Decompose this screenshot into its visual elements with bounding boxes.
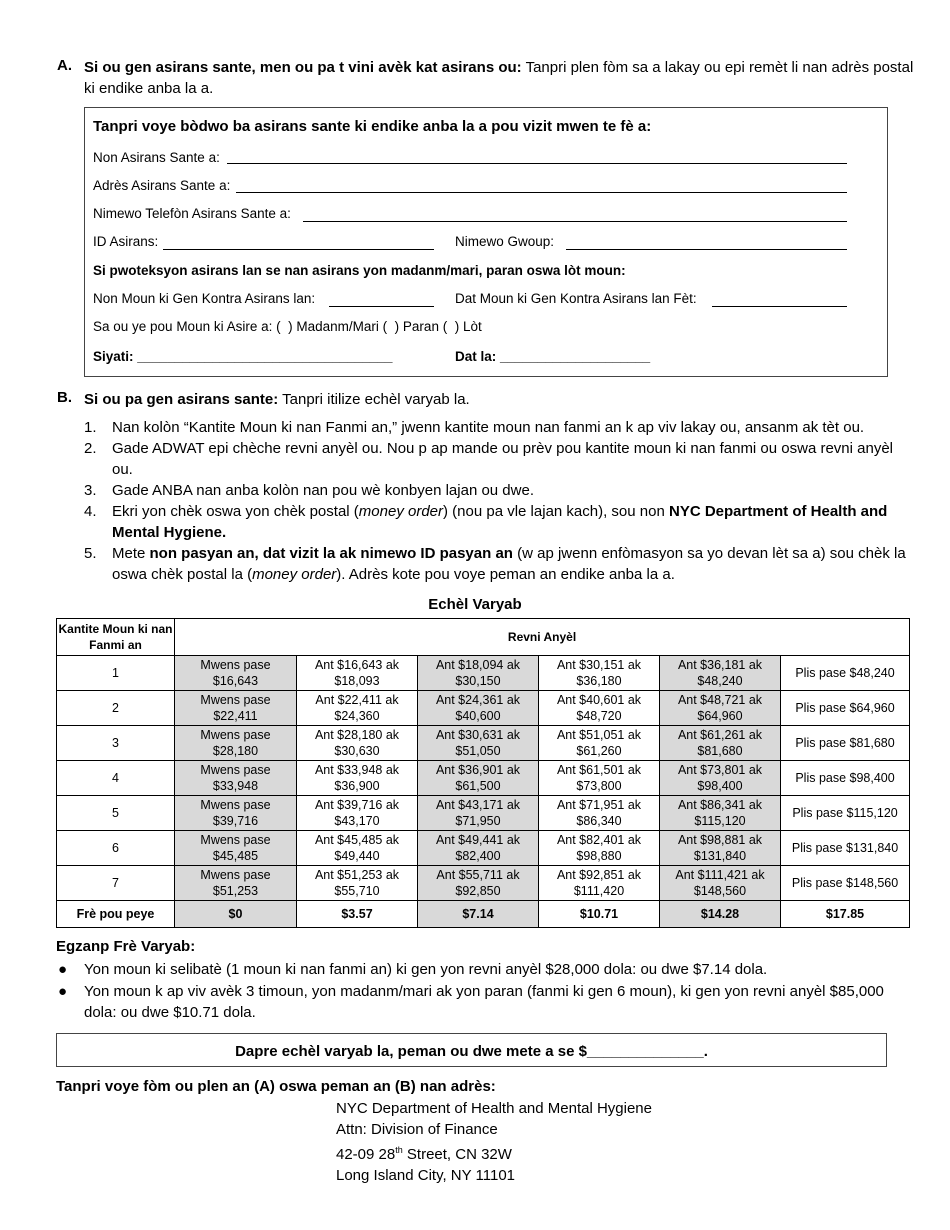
- income-range-line: Ant $45,485 ak: [314, 833, 400, 847]
- income-range-line: Ant $73,801 ak: [677, 763, 763, 777]
- step-number: 1.: [84, 419, 97, 436]
- income-range-line: $36,900: [334, 779, 380, 793]
- relationship-row: [93, 319, 482, 334]
- address-line-2: Attn: Division of Finance: [336, 1121, 498, 1138]
- address-line-3: 42-09 28th Street, CN 32W: [336, 1145, 512, 1163]
- mailing-address: [336, 1098, 652, 1186]
- section-b-letter: B.: [57, 389, 72, 406]
- family-size-cell: 4: [57, 761, 175, 796]
- policy-holder-name-label: Non Moun ki Gen Kontra Asirans lan:: [93, 291, 316, 306]
- income-range-line: Ant $48,721 ak: [677, 693, 763, 707]
- insurance-phone-label: Nimewo Telefòn Asirans Sante a:: [93, 206, 291, 221]
- income-range-cell: [175, 796, 297, 831]
- policy-holder-name-field[interactable]: [329, 306, 434, 307]
- income-range-cell: [418, 796, 539, 831]
- table-row: [57, 831, 910, 866]
- examples-list: [56, 959, 916, 1024]
- fee-cell: $14.28: [660, 901, 781, 928]
- income-range-cell: [660, 726, 781, 761]
- group-number-field[interactable]: [566, 249, 847, 250]
- income-range-line: $39,716: [212, 814, 259, 828]
- payment-amount-box[interactable]: [56, 1033, 887, 1067]
- income-range-cell: [418, 691, 539, 726]
- income-range-line: $24,360: [334, 709, 380, 723]
- income-range-cell: [781, 831, 910, 866]
- income-range-line: $131,840: [693, 849, 747, 863]
- income-range-cell: [297, 796, 418, 831]
- income-range-line: $48,240: [697, 674, 743, 688]
- insurance-address-field[interactable]: [236, 192, 847, 193]
- income-range-line: Ant $24,361 ak: [435, 693, 521, 707]
- header-family-size: Kantite Moun ki nan Fanmi an: [57, 619, 175, 656]
- income-range-line: $48,720: [576, 709, 622, 723]
- income-range-cell: [297, 866, 418, 901]
- step-text: Ekri yon chèk oswa yon chèk postal (money order) (nou pa vle lajan kach), sou non NYC Department of Health and Mental Hygiene.: [112, 503, 888, 541]
- step-item: [84, 417, 914, 438]
- step-number: 2.: [84, 440, 97, 457]
- option-spouse[interactable]: ( ) Madanm/Mari: [276, 319, 379, 334]
- income-range-line: Mwens pase: [200, 833, 271, 847]
- income-range-line: Ant $49,441 ak: [435, 833, 521, 847]
- table-row: [57, 796, 910, 831]
- family-size-cell: 3: [57, 726, 175, 761]
- income-range-line: Ant $36,181 ak: [677, 658, 763, 672]
- income-range-cell: [539, 831, 660, 866]
- income-range-cell: [175, 831, 297, 866]
- income-range-cell: [418, 726, 539, 761]
- income-range-line: $98,880: [576, 849, 622, 863]
- policy-holder-dob-label: Dat Moun ki Gen Kontra Asirans lan Fèt:: [455, 291, 697, 306]
- option-other[interactable]: ( ) Lòt: [442, 319, 482, 334]
- section-a-heading-rest: Tanpri plen fòm sa a lakay ou epi remèt li nan adrès postal ki endike anba la a.: [84, 59, 914, 97]
- income-range-line: Ant $18,094 ak: [435, 658, 521, 672]
- insurance-form-box: [84, 107, 888, 377]
- income-range-line: Ant $55,711 ak: [436, 868, 520, 882]
- income-range-line: Plis pase $131,840: [791, 841, 899, 855]
- step-number: 3.: [84, 482, 97, 499]
- group-number-label: Nimewo Gwoup:: [455, 234, 555, 249]
- income-range-cell: [539, 656, 660, 691]
- income-range-cell: [539, 796, 660, 831]
- income-range-line: $16,643: [212, 674, 259, 688]
- family-size-cell: 2: [57, 691, 175, 726]
- family-size-cell: 7: [57, 866, 175, 901]
- income-range-line: $36,180: [576, 674, 622, 688]
- income-range-cell: [175, 866, 297, 901]
- income-range-line: $148,560: [693, 884, 747, 898]
- header-annual-income: Revni Anyèl: [175, 619, 910, 656]
- section-a-heading: [84, 57, 914, 99]
- income-range-cell: [418, 831, 539, 866]
- fee-cell: $3.57: [297, 901, 418, 928]
- income-range-line: Ant $86,341 ak: [677, 798, 763, 812]
- income-range-line: Mwens pase: [200, 798, 271, 812]
- fee-cell: $17.85: [781, 901, 910, 928]
- income-range-line: $30,150: [455, 674, 501, 688]
- income-range-line: Ant $61,501 ak: [556, 763, 642, 777]
- income-range-line: $33,948: [212, 779, 259, 793]
- income-range-line: $30,630: [334, 744, 380, 758]
- income-range-cell: [781, 761, 910, 796]
- income-range-cell: [297, 656, 418, 691]
- examples-heading: Egzanp Frè Varyab:: [56, 938, 196, 955]
- step-item: [84, 438, 914, 480]
- fee-cell: $0: [175, 901, 297, 928]
- income-range-cell: [297, 726, 418, 761]
- address-line-1: NYC Department of Health and Mental Hygiene: [336, 1100, 652, 1117]
- option-spouse-label: Madanm/Mari: [296, 319, 379, 334]
- income-range-line: Ant $40,601 ak: [556, 693, 642, 707]
- income-range-line: Ant $30,631 ak: [435, 728, 521, 742]
- income-range-cell: [781, 691, 910, 726]
- income-range-line: Mwens pase: [200, 658, 271, 672]
- income-range-cell: [175, 761, 297, 796]
- income-range-line: Ant $28,180 ak: [314, 728, 400, 742]
- income-range-line: $45,485: [212, 849, 259, 863]
- income-range-line: $28,180: [212, 744, 259, 758]
- payment-amount-text: Dapre echèl varyab la, peman ou dwe mete a se $______________.: [235, 1043, 708, 1060]
- income-range-cell: [297, 831, 418, 866]
- income-range-line: Ant $61,261 ak: [677, 728, 763, 742]
- table-row: [57, 726, 910, 761]
- table-row: [57, 656, 910, 691]
- income-range-line: Ant $30,151 ak: [556, 658, 642, 672]
- step-text: Mete non pasyan an, dat vizit la ak nimewo ID pasyan an (w ap jwenn enfòmasyon sa yo devan lèt sa a) sou chèk la oswa chèk postal la (money order). Adrès kote pou voye peman an endike anba la a.: [112, 545, 906, 583]
- income-range-cell: [539, 866, 660, 901]
- family-size-cell: 1: [57, 656, 175, 691]
- income-range-line: Mwens pase: [200, 868, 271, 882]
- income-range-cell: [297, 691, 418, 726]
- mail-heading: Tanpri voye fòm ou plen an (A) oswa peman an (B) nan adrès:: [56, 1078, 496, 1095]
- income-range-line: $22,411: [213, 709, 258, 723]
- income-range-cell: [418, 656, 539, 691]
- income-range-cell: [539, 726, 660, 761]
- step-text: Nan kolòn “Kantite Moun ki nan Fanmi an,” jwenn kantite moun nan fanmi an k ap viv lakay ou, ansanm ak tèt ou.: [112, 419, 865, 436]
- insurance-id-field[interactable]: [163, 249, 434, 250]
- signature-row: [93, 349, 393, 364]
- income-range-line: Ant $51,051 ak: [556, 728, 642, 742]
- step-number: 4.: [84, 503, 97, 520]
- family-size-cell: 6: [57, 831, 175, 866]
- insurance-phone-field[interactable]: [303, 221, 847, 222]
- income-range-cell: [781, 656, 910, 691]
- income-range-cell: [297, 761, 418, 796]
- income-range-line: $81,680: [697, 744, 743, 758]
- relationship-label: Sa ou ye pou Moun ki Asire a:: [93, 319, 273, 334]
- income-range-line: $40,600: [455, 709, 501, 723]
- income-range-line: $49,440: [334, 849, 380, 863]
- section-a-letter: A.: [57, 57, 72, 74]
- income-range-line: $64,960: [697, 709, 743, 723]
- step-number: 5.: [84, 545, 97, 562]
- income-range-cell: [418, 866, 539, 901]
- insurance-name-field[interactable]: [227, 163, 847, 164]
- section-b-heading-rest: Tanpri itilize echèl varyab la.: [282, 391, 470, 408]
- family-size-cell: 5: [57, 796, 175, 831]
- signature-label: Siyati:: [93, 349, 134, 364]
- example-text: Yon moun k ap viv avèk 3 timoun, yon madanm/mari ak yon paran (fanmi ki gen 6 moun), ki gen yon revni anyèl $85,000 dola: ou dwe $10.71 dola.: [84, 983, 884, 1021]
- sliding-scale-table: [56, 618, 910, 928]
- bullet-icon: ●: [58, 961, 68, 978]
- income-range-cell: [175, 656, 297, 691]
- income-range-line: $51,050: [455, 744, 501, 758]
- income-range-line: Ant $92,851 ak: [556, 868, 642, 882]
- income-range-cell: [660, 691, 781, 726]
- insurance-box-title: Tanpri voye bòdwo ba asirans sante ki endike anba la a pou vizit mwen te fè a:: [93, 118, 652, 135]
- step-text: Gade ANBA nan anba kolòn nan pou wè konbyen lajan ou dwe.: [112, 482, 534, 499]
- income-range-line: Ant $33,948 ak: [314, 763, 400, 777]
- example-item: [56, 959, 916, 980]
- income-range-cell: [660, 831, 781, 866]
- income-range-cell: [418, 761, 539, 796]
- income-range-line: Mwens pase: [200, 763, 271, 777]
- income-range-line: $73,800: [576, 779, 622, 793]
- signature-field[interactable]: __________________________________: [137, 349, 393, 364]
- step-item: [84, 543, 914, 585]
- fee-cell: $10.71: [539, 901, 660, 928]
- income-range-line: Plis pase $115,120: [792, 806, 898, 820]
- income-range-line: Plis pase $98,400: [795, 771, 895, 785]
- bullet-icon: ●: [58, 983, 68, 1000]
- income-range-line: Ant $98,881 ak: [677, 833, 763, 847]
- income-range-line: Plis pase $48,240: [795, 666, 895, 680]
- income-range-cell: [175, 691, 297, 726]
- income-range-line: Ant $111,421 ak: [675, 868, 765, 882]
- fees-row: [57, 901, 910, 928]
- income-range-line: Ant $39,716 ak: [314, 798, 400, 812]
- date-row: [455, 349, 650, 364]
- income-range-line: $111,420: [573, 884, 625, 898]
- date-label: Dat la:: [455, 349, 497, 364]
- income-range-line: Ant $71,951 ak: [556, 798, 642, 812]
- table-title: Echèl Varyab: [428, 596, 522, 613]
- income-range-cell: [781, 866, 910, 901]
- section-a-heading-bold: Si ou gen asirans sante, men ou pa t vini avèk kat asirans ou:: [84, 59, 522, 76]
- income-range-line: Mwens pase: [200, 693, 271, 707]
- income-range-cell: [660, 796, 781, 831]
- income-range-line: $55,710: [334, 884, 380, 898]
- option-other-label: Lòt: [462, 319, 482, 334]
- example-text: Yon moun ki selibatè (1 moun ki nan fanmi an) ki gen yon revni anyèl $28,000 dola: ou dwe $7.14 dola.: [84, 961, 768, 978]
- income-range-line: Ant $43,171 ak: [435, 798, 521, 812]
- step-item: [84, 480, 914, 501]
- section-b-heading: [84, 389, 914, 410]
- date-field[interactable]: ____________________: [500, 349, 651, 364]
- income-range-line: Ant $22,411 ak: [315, 693, 399, 707]
- step-item: [84, 501, 914, 543]
- example-item: [56, 981, 916, 1023]
- insurance-address-label: Adrès Asirans Sante a:: [93, 178, 231, 193]
- income-range-cell: [660, 656, 781, 691]
- section-b-heading-bold: Si ou pa gen asirans sante:: [84, 391, 279, 408]
- income-range-line: $71,950: [455, 814, 501, 828]
- option-parent[interactable]: ( ) Paran: [382, 319, 439, 334]
- address-line-4: Long Island City, NY 11101: [336, 1167, 516, 1184]
- income-range-cell: [660, 761, 781, 796]
- income-range-cell: [539, 691, 660, 726]
- income-range-line: Ant $36,901 ak: [435, 763, 521, 777]
- income-range-line: Plis pase $148,560: [791, 876, 899, 890]
- income-range-cell: [781, 796, 910, 831]
- income-range-line: $61,500: [455, 779, 501, 793]
- income-range-line: Plis pase $81,680: [795, 736, 895, 750]
- table-row: [57, 866, 910, 901]
- insurance-name-label: Non Asirans Sante a:: [93, 150, 220, 165]
- fee-cell: $7.14: [418, 901, 539, 928]
- income-range-cell: [175, 726, 297, 761]
- income-range-line: Ant $51,253 ak: [314, 868, 400, 882]
- income-range-line: $82,400: [455, 849, 501, 863]
- instruction-steps: [84, 417, 914, 585]
- insurance-id-label: ID Asirans:: [93, 234, 159, 249]
- table-row: [57, 761, 910, 796]
- income-range-cell: [539, 761, 660, 796]
- protection-note: Si pwoteksyon asirans lan se nan asirans yon madanm/mari, paran oswa lòt moun:: [93, 263, 626, 278]
- fees-label: Frè pou peye: [57, 901, 175, 928]
- step-text: Gade ADWAT epi chèche revni anyèl ou. Nou p ap mande ou prèv pou kantite moun ki nan fanmi ou oswa revni anyèl ou.: [112, 440, 894, 478]
- income-range-line: $92,850: [455, 884, 501, 898]
- income-range-line: $18,093: [334, 674, 380, 688]
- policy-holder-dob-field[interactable]: [712, 306, 847, 307]
- income-range-cell: [660, 866, 781, 901]
- income-range-line: $115,120: [694, 814, 746, 828]
- income-range-line: Ant $82,401 ak: [556, 833, 642, 847]
- income-range-line: $43,170: [334, 814, 380, 828]
- income-range-line: $61,260: [576, 744, 622, 758]
- income-range-line: Mwens pase: [200, 728, 271, 742]
- income-range-line: Plis pase $64,960: [795, 701, 895, 715]
- income-range-line: $86,340: [576, 814, 622, 828]
- income-range-line: $98,400: [697, 779, 743, 793]
- table-row: [57, 691, 910, 726]
- income-range-line: $51,253: [212, 884, 259, 898]
- option-parent-label: Paran: [402, 319, 439, 334]
- income-range-line: Ant $16,643 ak: [314, 658, 400, 672]
- income-range-cell: [781, 726, 910, 761]
